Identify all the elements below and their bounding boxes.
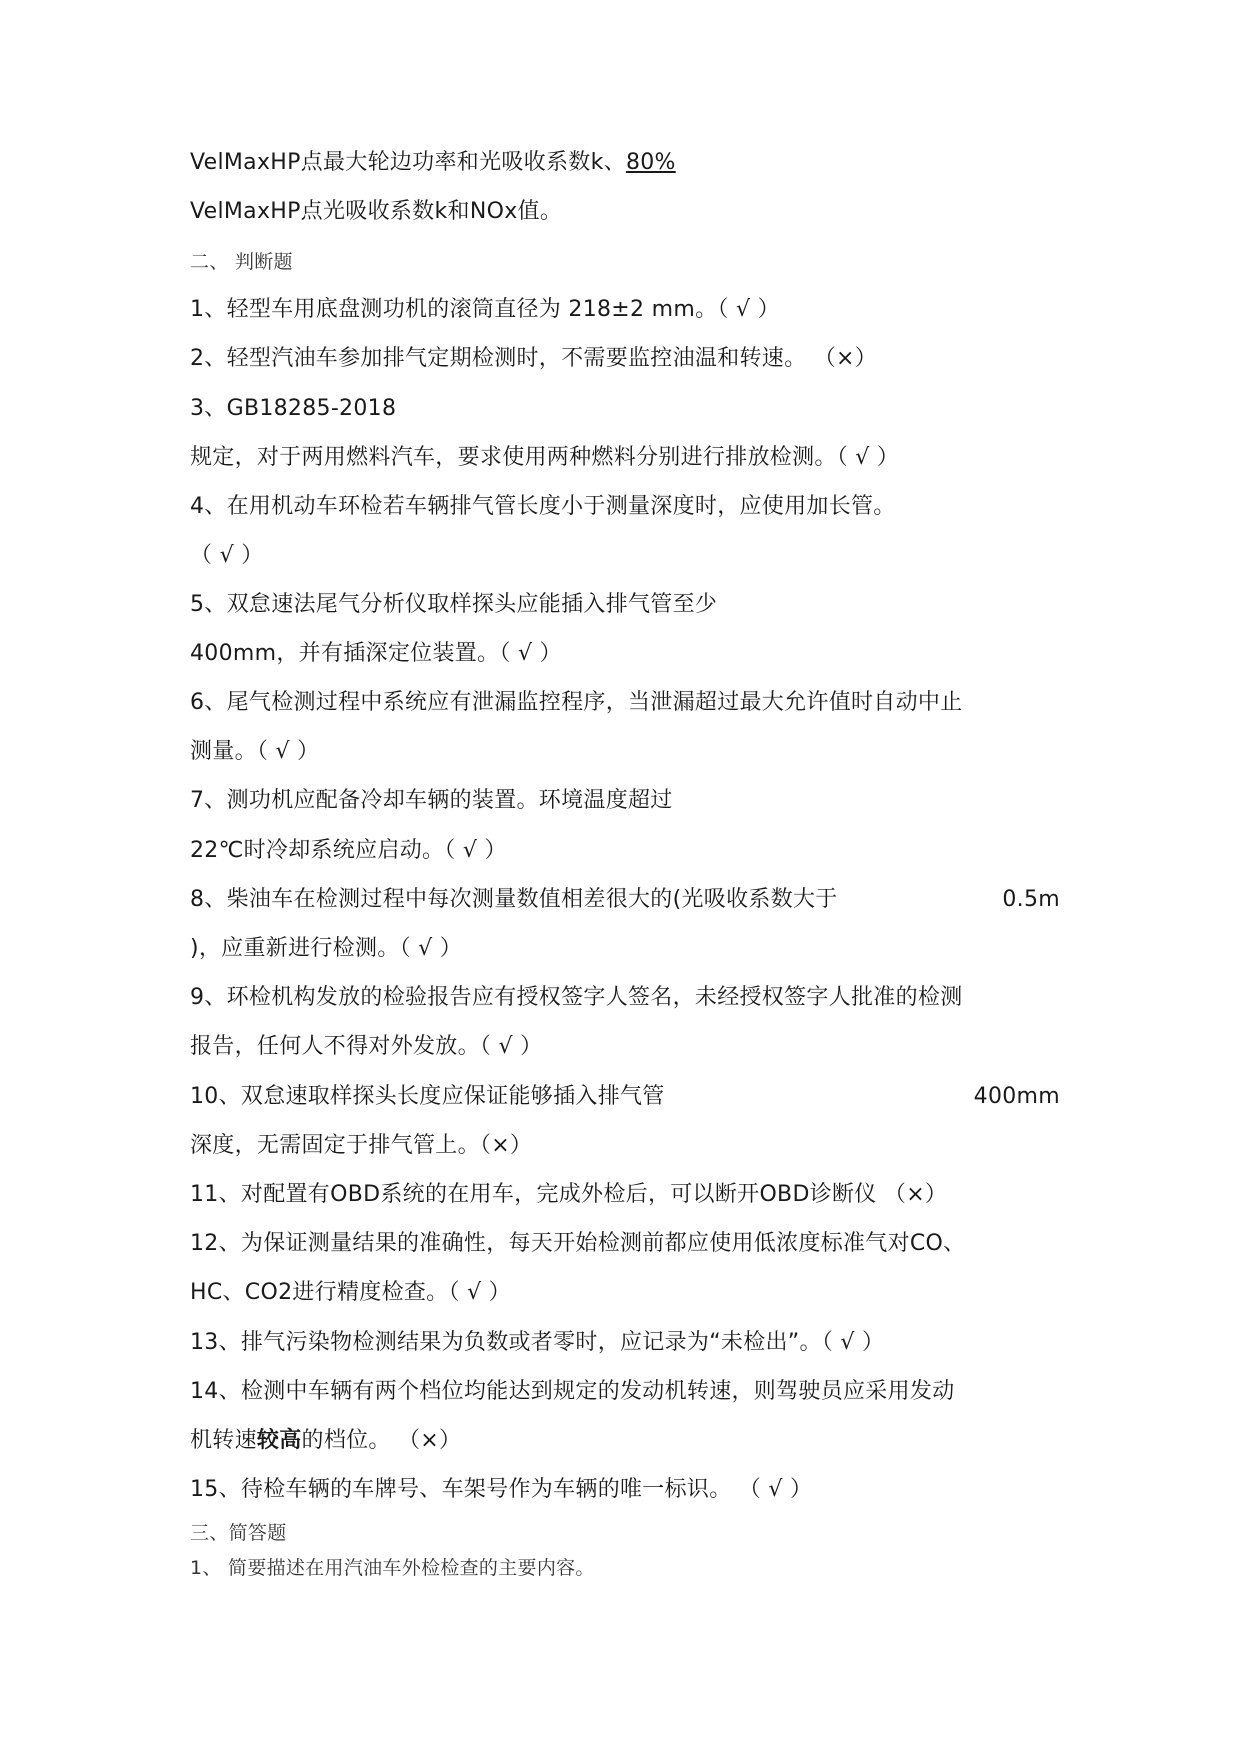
question-14-line-2 xyxy=(190,1426,461,1456)
question-3-line-1: 3、GB18285-2018 xyxy=(190,396,397,421)
question-15: 15、待检车辆的车牌号、车架号作为车辆的唯一标识。 （ √ ） xyxy=(190,1477,813,1502)
text-line xyxy=(190,148,676,178)
question-5-line-2: 400mm，并有插深定位装置。（ √ ） xyxy=(190,641,562,666)
question-7-line-2: 22℃时冷却系统应启动。（ √ ） xyxy=(190,838,507,863)
underlined-value: 80% xyxy=(625,150,676,175)
text-run: 的档位。 （×） xyxy=(301,1428,462,1453)
text-line: VelMaxHP点光吸收系数k和NOx值。 xyxy=(190,199,563,224)
question-4-line-2: （ √ ） xyxy=(190,543,264,568)
question-10-line-1 xyxy=(190,1082,1060,1112)
question-6-line-1: 6、尾气检测过程中系统应有泄漏监控程序，当泄漏超过最大允许值时自动中止 xyxy=(190,690,963,715)
question-8-line-1 xyxy=(190,885,1060,915)
section-heading-judgment: 二、 判断题 xyxy=(190,251,293,273)
question-11: 11、对配置有OBD系统的在用车，完成外检后，可以断开OBD诊断仪 （×） xyxy=(190,1182,948,1207)
question-2: 2、轻型汽油车参加排气定期检测时，不需要监控油温和转速。 （×） xyxy=(190,346,878,371)
question-3-line-2: 规定，对于两用燃料汽车，要求使用两种燃料分别进行排放检测。（ √ ） xyxy=(190,445,900,470)
text-run: VelMaxHP点最大轮边功率和光吸收系数k、 xyxy=(190,150,626,175)
question-14-line-1: 14、检测中车辆有两个档位均能达到规定的发动机转速，则驾驶员应采用发动 xyxy=(190,1379,955,1404)
right-aligned-value: 400mm xyxy=(973,1084,1060,1109)
question-5-line-1: 5、双怠速法尾气分析仪取样探头应能插入排气管至少 xyxy=(190,592,718,617)
question-1: 1、轻型车用底盘测功机的滚筒直径为 218±2 mm。（ √ ） xyxy=(190,297,780,322)
question-9-line-1: 9、环检机构发放的检验报告应有授权签字人签名，未经授权签字人批准的检测 xyxy=(190,985,963,1010)
question-12-line-1: 12、为保证测量结果的准确性，每天开始检测前都应使用低浓度标准气对CO、 xyxy=(190,1231,966,1256)
question-13: 13、排气污染物检测结果为负数或者零时，应记录为“未检出”。（ √ ） xyxy=(190,1330,885,1355)
section-heading-short-answer: 三、简答题 xyxy=(190,1522,287,1544)
right-aligned-value: 0.5m xyxy=(1002,887,1060,912)
short-answer-1: 1、 简要描述在用汽油车外检检查的主要内容。 xyxy=(190,1557,595,1579)
question-4-line-1: 4、在用机动车环检若车辆排气管长度小于测量深度时，应使用加长管。 xyxy=(190,494,896,519)
text-run: 10、双怠速取样探头长度应保证能够插入排气管 xyxy=(190,1084,665,1109)
text-run: 8、柴油车在检测过程中每次测量数值相差很大的(光吸收系数大于 xyxy=(190,887,838,912)
question-8-line-2: )，应重新进行检测。（ √ ） xyxy=(190,936,463,961)
question-7-line-1: 7、测功机应配备冷却车辆的装置。环境温度超过 xyxy=(190,788,673,813)
question-10-line-2: 深度，无需固定于排气管上。（×） xyxy=(190,1133,533,1158)
question-6-line-2: 测量。（ √ ） xyxy=(190,739,320,764)
question-12-line-2: HC、CO2进行精度检查。（ √ ） xyxy=(190,1280,511,1305)
text-run: 机转速 xyxy=(190,1428,257,1453)
bold-text: 较高 xyxy=(256,1428,302,1453)
question-9-line-2: 报告，任何人不得对外发放。（ √ ） xyxy=(190,1034,543,1059)
